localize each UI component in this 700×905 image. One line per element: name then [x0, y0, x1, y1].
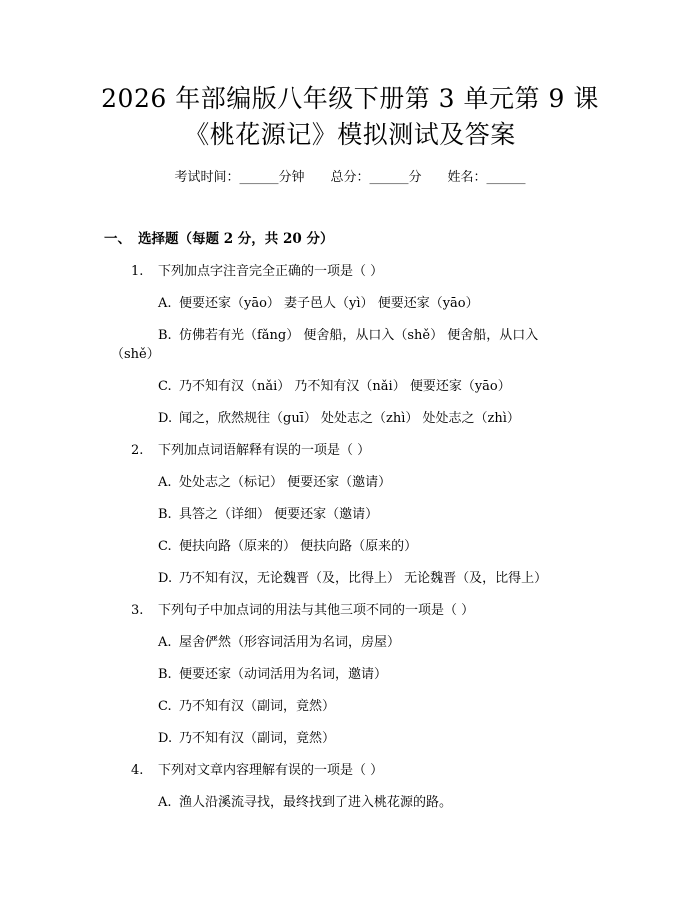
option-label: B.	[158, 328, 172, 343]
section-number: 一、	[104, 231, 131, 247]
question-1-option-b-continuation: （shě）	[111, 347, 160, 362]
question-1-option-a	[158, 294, 479, 314]
question-3	[131, 601, 474, 621]
option-label: D.	[158, 731, 173, 746]
question-4	[131, 761, 383, 781]
question-number: 2.	[131, 443, 144, 458]
student-name-field: 姓名：______	[447, 170, 526, 185]
question-3-option-b	[158, 665, 387, 685]
question-2-option-c	[158, 537, 417, 557]
section-heading	[104, 229, 333, 249]
question-3-option-c	[158, 697, 335, 717]
question-4-option-a	[158, 793, 452, 813]
question-2-option-d	[158, 569, 547, 589]
exam-info	[0, 168, 700, 188]
option-text: 乃不知有汉（副词，竟然）	[179, 699, 336, 714]
section-title: 选择题（每题 2 分，共 20 分）	[138, 231, 334, 247]
option-label: A.	[158, 296, 172, 311]
question-1-option-d	[158, 409, 520, 429]
option-text: 便要还家（动词活用为名词，邀请）	[179, 667, 388, 682]
question-text: 下列句子中加点词的用法与其他三项不同的一项是（ ）	[158, 603, 475, 618]
question-text: 下列加点词语解释有误的一项是（ ）	[158, 443, 371, 458]
document-title-line-2: 《桃花源记》模拟测试及答案	[184, 120, 516, 149]
option-label: B.	[158, 507, 172, 522]
question-3-option-a	[158, 633, 400, 653]
option-label: A.	[158, 635, 172, 650]
exam-time-field: 考试时间：______分钟	[174, 170, 305, 185]
option-text: 仿佛若有光（fǎng） 便舍船，从口入（shě） 便舍船，从口入	[179, 328, 539, 343]
option-text: 具答之（详细） 便要还家（邀请）	[179, 507, 379, 522]
option-label: D.	[158, 571, 173, 586]
option-text: 渔人沿溪流寻找，最终找到了进入桃花源的路。	[179, 795, 453, 810]
option-text: 处处志之（标记） 便要还家（邀请）	[179, 475, 392, 490]
option-text: 屋舍俨然（形容词活用为名词，房屋）	[179, 635, 401, 650]
option-text: 乃不知有汉（nǎi） 乃不知有汉（nǎi） 便要还家（yāo）	[179, 379, 511, 394]
question-text: 下列加点字注音完全正确的一项是（ ）	[158, 264, 384, 279]
question-1	[131, 262, 383, 282]
option-label: D.	[158, 411, 173, 426]
option-text: 便扶向路（原来的） 便扶向路（原来的）	[179, 539, 418, 554]
document-title-line-1: 2026 年部编版八年级下册第 3 单元第 9 课	[101, 84, 599, 113]
option-label: A.	[158, 795, 172, 810]
option-label: C.	[158, 379, 172, 394]
option-text: 闻之，欣然规往（guī） 处处志之（zhì） 处处志之（zhì）	[179, 411, 520, 426]
question-2-option-b	[158, 505, 378, 525]
option-label: A.	[158, 475, 172, 490]
question-3-option-d	[158, 729, 335, 749]
question-2	[131, 441, 370, 461]
option-text: 乃不知有汉（副词，竟然）	[179, 731, 336, 746]
question-1-option-c	[158, 377, 511, 397]
question-number: 3.	[131, 603, 144, 618]
total-score-field: 总分：______分	[330, 170, 422, 185]
option-label: C.	[158, 699, 172, 714]
option-text: 便要还家（yāo） 妻子邑人（yì） 便要还家（yāo）	[179, 296, 479, 311]
option-label: B.	[158, 667, 172, 682]
option-label: C.	[158, 539, 172, 554]
question-number: 4.	[131, 763, 144, 778]
question-2-option-a	[158, 473, 391, 493]
question-1-option-b	[158, 326, 538, 346]
question-text: 下列对文章内容理解有误的一项是（ ）	[158, 763, 384, 778]
question-number: 1.	[131, 264, 144, 279]
option-text: 乃不知有汉，无论魏晋（及，比得上） 无论魏晋（及，比得上）	[179, 571, 548, 586]
